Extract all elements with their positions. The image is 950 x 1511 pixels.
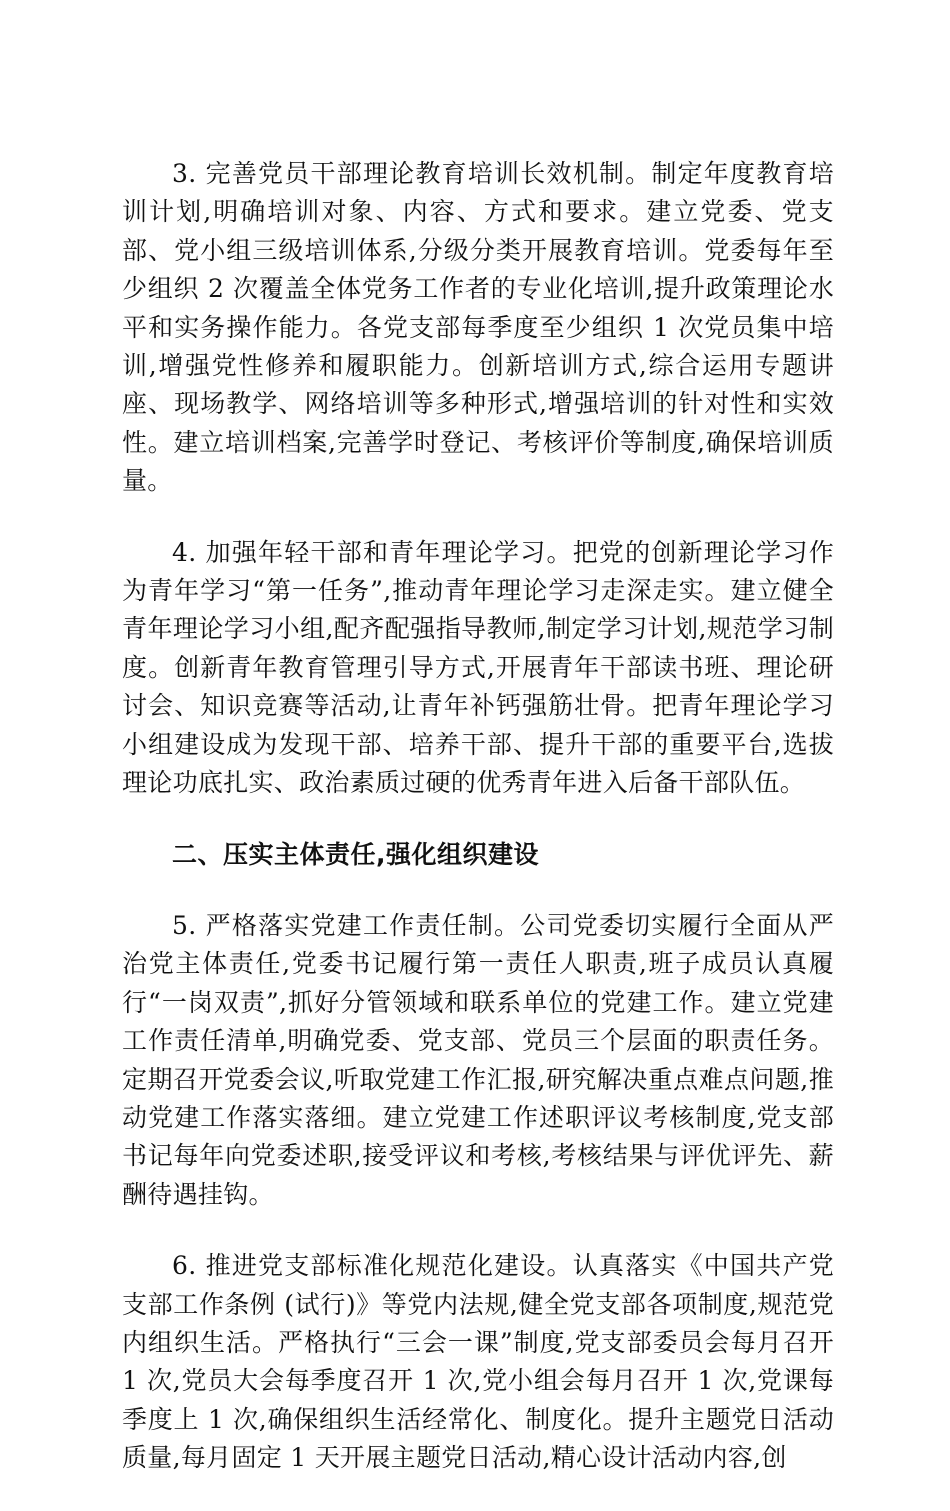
document-body [122, 155, 834, 1511]
paragraph-5: 5. 严格落实党建工作责任制。公司党委切实履行全面从严治党主体责任,党委书记履行第一责任人职责,班子成员认真履行“一岗双责”,抓好分管领域和联系单位的党建工作。建立党建工作责任清单,明确党委、党支部、党员三个层面的职责任务。定期召开党委会议,听取党建工作汇报,研究解决重点难点问题,推动党建工作落实落细。建立党建工作述职评议考核制度,党支部书记每年向党委述职,接受评议和考核,考核结果与评优评先、薪酬待遇挂钩。 [122, 910, 834, 1209]
paragraph-4: 4. 加强年轻干部和青年理论学习。把党的创新理论学习作为青年学习“第一任务”,推动青年理论学习走深走实。建立健全青年理论学习小组,配齐配强指导教师,制定学习计划,规范学习制度。创新青年教育管理引导方式,开展青年干部读书班、理论研讨会、知识竞赛等活动,让青年补钙强筋壮骨。把青年理论学习小组建设成为发现干部、培养干部、提升干部的重要平台,选拔理论功底扎实、政治素质过硬的优秀青年进入后备干部队伍。 [122, 537, 834, 798]
section-heading: 二、压实主体责任,强化组织建设 [172, 839, 539, 869]
paragraph-3: 3. 完善党员干部理论教育培训长效机制。制定年度教育培训计划,明确培训对象、内容、方式和要求。建立党委、党支部、党小组三级培训体系,分级分类开展教育培训。党委每年至少组织 2 次覆盖全体党务工作者的专业化培训,提升政策理论水平和实务操作能力。各党支部每季度至少组织 1 次党员集中培训,增强党性修养和履职能力。创新培训方式,综合运用专题讲座、现场教学、网络培训等多种形式,增强培训的针对性和实效性。建立培训档案,完善学时登记、考核评价等制度,确保培训质量。 [122, 159, 834, 496]
paragraph-6: 6. 推进党支部标准化规范化建设。认真落实《中国共产党支部工作条例 (试行)》等党内法规,健全党支部各项制度,规范党内组织生活。严格执行“三会一课”制度,党支部委员会每月召开 1 次,党员大会每季度召开 1 次,党小组会每月召开 1 次,党课每季度上 1 次,确保组织生活经常化、制度化。提升主题党日活动质量,每月固定 1 天开展主题党日活动,精心设计活动内容,创 [122, 1251, 834, 1473]
